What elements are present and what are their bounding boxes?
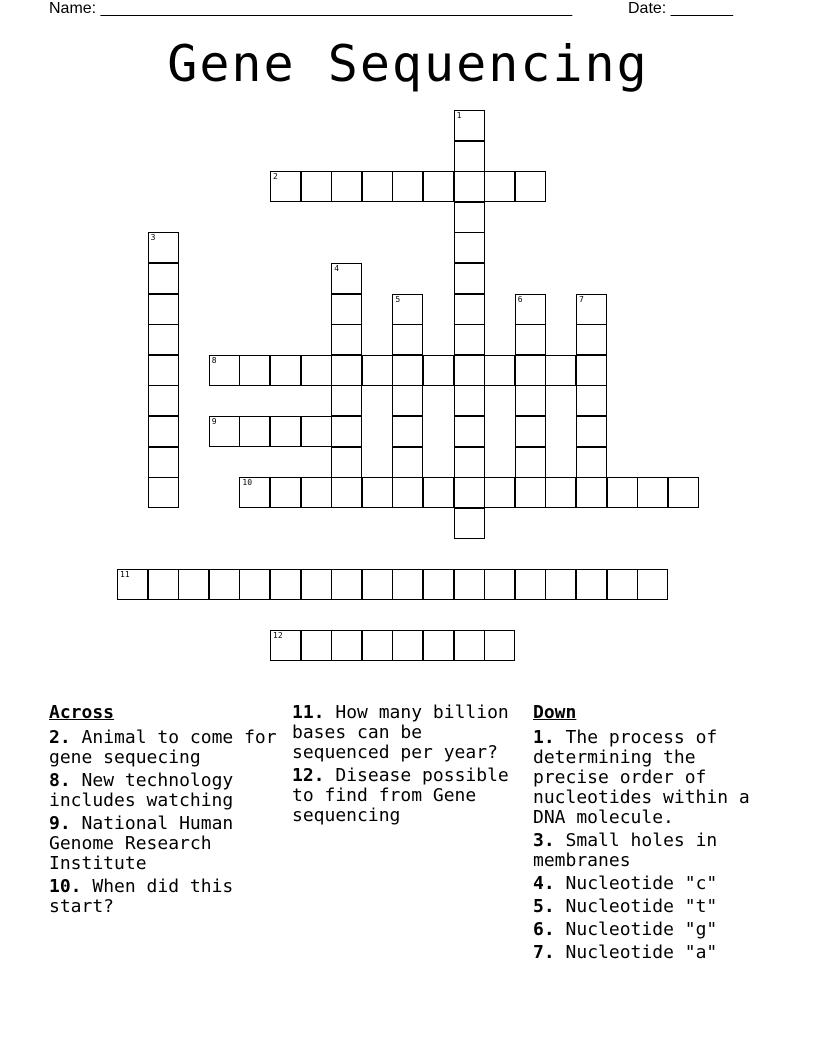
crossword-cell[interactable]: [454, 263, 485, 294]
crossword-cell[interactable]: [515, 324, 546, 355]
across-clues-column-1: [49, 703, 279, 920]
crossword-cell[interactable]: [301, 171, 332, 202]
crossword-cell[interactable]: [515, 569, 546, 600]
crossword-cell[interactable]: [362, 477, 393, 508]
crossword-cell[interactable]: [515, 355, 546, 386]
crossword-cell[interactable]: [331, 477, 362, 508]
crossword-cell[interactable]: [423, 355, 454, 386]
crossword-cell[interactable]: [576, 477, 607, 508]
crossword-cell[interactable]: [209, 416, 240, 447]
crossword-cell[interactable]: [576, 569, 607, 600]
crossword-cell[interactable]: [484, 355, 515, 386]
clue-down-1: 1. The process of determining the precise order of nucleotides within a DNA molecule.: [533, 727, 750, 828]
cell-number: 9: [211, 417, 217, 426]
crossword-cell[interactable]: [454, 477, 485, 508]
crossword-cell[interactable]: [392, 477, 423, 508]
name-line: _____________________________________________________: [100, 0, 573, 17]
crossword-cell[interactable]: [423, 171, 454, 202]
crossword-cell[interactable]: [576, 324, 607, 355]
crossword-cell[interactable]: [515, 416, 546, 447]
date-label: Date:: [628, 0, 671, 17]
date-line: _______: [670, 0, 733, 17]
crossword-cell[interactable]: [454, 202, 485, 233]
crossword-cell[interactable]: [576, 385, 607, 416]
crossword-cell[interactable]: [515, 385, 546, 416]
crossword-cell[interactable]: [576, 355, 607, 386]
crossword-cell[interactable]: [331, 447, 362, 478]
clue-down-3: 3. Small holes in membranes: [533, 830, 718, 871]
crossword-cell[interactable]: [576, 416, 607, 447]
crossword-cell[interactable]: [392, 447, 423, 478]
crossword-cell[interactable]: [331, 324, 362, 355]
crossword-cell[interactable]: [148, 447, 179, 478]
crossword-cell[interactable]: [454, 324, 485, 355]
cell-number: 10: [242, 478, 253, 488]
crossword-cell[interactable]: [148, 294, 179, 325]
down-heading: Down: [533, 702, 577, 723]
crossword-cell[interactable]: [515, 171, 546, 202]
clue-down-5: 5. Nucleotide "t": [533, 896, 718, 917]
clue-down-6: 6. Nucleotide "g": [533, 919, 718, 940]
cell-number: 12: [273, 631, 283, 641]
cell-number: 1: [456, 111, 462, 120]
crossword-cell[interactable]: [239, 477, 270, 508]
crossword-cell[interactable]: [454, 385, 485, 416]
crossword-cell[interactable]: [484, 477, 515, 508]
crossword-cell[interactable]: [117, 569, 148, 600]
crossword-cell[interactable]: [270, 355, 301, 386]
crossword-cell[interactable]: [301, 477, 332, 508]
crossword-cell[interactable]: [484, 630, 515, 661]
crossword-cell[interactable]: [607, 477, 638, 508]
crossword-cell[interactable]: [148, 324, 179, 355]
crossword-cell[interactable]: [331, 171, 362, 202]
crossword-cell[interactable]: [392, 294, 423, 325]
crossword-cell[interactable]: [392, 385, 423, 416]
crossword-cell[interactable]: [545, 477, 576, 508]
crossword-cell[interactable]: [454, 171, 485, 202]
crossword-cell[interactable]: [515, 477, 546, 508]
clue-across-12: 12. Disease possible to find from Gene sequencing: [292, 765, 509, 826]
page-title: Gene Sequencing: [167, 35, 649, 93]
clue-across-10: 10. When did this start?: [49, 876, 234, 917]
crossword-cell[interactable]: [607, 569, 638, 600]
cell-number: 2: [273, 172, 278, 182]
crossword-cell[interactable]: [270, 171, 301, 202]
crossword-cell[interactable]: [362, 171, 393, 202]
crossword-cell[interactable]: [331, 416, 362, 447]
crossword-cell[interactable]: [331, 263, 362, 294]
crossword-cell[interactable]: [576, 447, 607, 478]
down-clues-column: [533, 703, 773, 966]
crossword-cell[interactable]: [392, 171, 423, 202]
crossword-cell[interactable]: [454, 141, 485, 172]
crossword-cell[interactable]: [423, 630, 454, 661]
cell-number: 5: [395, 294, 401, 304]
crossword-cell[interactable]: [423, 477, 454, 508]
clue-down-7: 7. Nucleotide "a": [533, 942, 718, 963]
crossword-cell[interactable]: [148, 355, 179, 386]
crossword-cell[interactable]: [515, 447, 546, 478]
crossword-cell[interactable]: [362, 569, 393, 600]
crossword-cell[interactable]: [331, 355, 362, 386]
cell-number: 7: [579, 294, 584, 304]
crossword-cell[interactable]: [454, 447, 485, 478]
crossword-cell[interactable]: [392, 569, 423, 600]
crossword-cell[interactable]: [454, 630, 485, 661]
crossword-cell[interactable]: [270, 416, 301, 447]
clue-across-11: 11. How many billion bases can be sequenced per year?: [292, 702, 509, 763]
crossword-cell[interactable]: [331, 294, 362, 325]
crossword-cell[interactable]: [209, 569, 240, 600]
crossword-cell[interactable]: [362, 355, 393, 386]
crossword-cell[interactable]: [637, 477, 668, 508]
crossword-cell[interactable]: [392, 630, 423, 661]
crossword-cell[interactable]: [148, 416, 179, 447]
across-clues-column-2: [292, 703, 517, 829]
crossword-cell[interactable]: [239, 416, 270, 447]
cell-number: 11: [120, 570, 130, 579]
crossword-cell[interactable]: [148, 232, 179, 263]
cell-number: 4: [334, 264, 340, 273]
crossword-cell[interactable]: [545, 355, 576, 386]
crossword-cell[interactable]: [362, 630, 393, 661]
crossword-cell[interactable]: [392, 324, 423, 355]
crossword-cell[interactable]: [270, 477, 301, 508]
crossword-cell[interactable]: [454, 232, 485, 263]
crossword-cell[interactable]: [454, 355, 485, 386]
crossword-cell[interactable]: [331, 569, 362, 600]
crossword-cell[interactable]: [148, 477, 179, 508]
crossword-cell[interactable]: [392, 416, 423, 447]
crossword-cell[interactable]: [301, 630, 332, 661]
crossword-cell[interactable]: [484, 569, 515, 600]
crossword-cell[interactable]: [148, 385, 179, 416]
cell-number: 3: [150, 233, 156, 243]
crossword-cell[interactable]: [668, 477, 699, 508]
crossword-cell[interactable]: [239, 569, 270, 600]
crossword-cell[interactable]: [239, 355, 270, 386]
cell-number: 6: [517, 294, 523, 304]
crossword-cell[interactable]: [637, 569, 668, 600]
clue-across-8: 8. New technology includes watching: [49, 770, 234, 811]
crossword-cell[interactable]: [454, 294, 485, 325]
crossword-cell[interactable]: [484, 171, 515, 202]
crossword-cell[interactable]: [515, 294, 546, 325]
crossword-cell[interactable]: [331, 385, 362, 416]
crossword-cell[interactable]: [545, 569, 576, 600]
crossword-cell[interactable]: [209, 355, 240, 386]
crossword-cell[interactable]: [392, 355, 423, 386]
crossword-cell[interactable]: [423, 569, 454, 600]
crossword-cell[interactable]: [301, 569, 332, 600]
clue-across-2: 2. Animal to come for gene sequecing: [49, 727, 277, 768]
crossword-cell[interactable]: [454, 416, 485, 447]
name-label: Name:: [49, 0, 101, 17]
crossword-cell[interactable]: [576, 294, 607, 325]
crossword-cell[interactable]: [148, 569, 179, 600]
clue-across-9: 9. National Human Genome Research Institute: [49, 813, 234, 874]
crossword-cell[interactable]: [178, 569, 209, 600]
crossword-cell[interactable]: [301, 355, 332, 386]
crossword-cell[interactable]: [454, 110, 485, 141]
cell-number: 8: [211, 355, 217, 365]
crossword-cell[interactable]: [454, 508, 485, 539]
crossword-cell[interactable]: [301, 416, 332, 447]
crossword-cell[interactable]: [270, 630, 301, 661]
across-heading: Across: [49, 702, 115, 723]
clue-down-4: 4. Nucleotide "c": [533, 873, 718, 894]
crossword-cell[interactable]: [148, 263, 179, 294]
crossword-cell[interactable]: [331, 630, 362, 661]
crossword-cell[interactable]: [270, 569, 301, 600]
crossword-cell[interactable]: [454, 569, 485, 600]
